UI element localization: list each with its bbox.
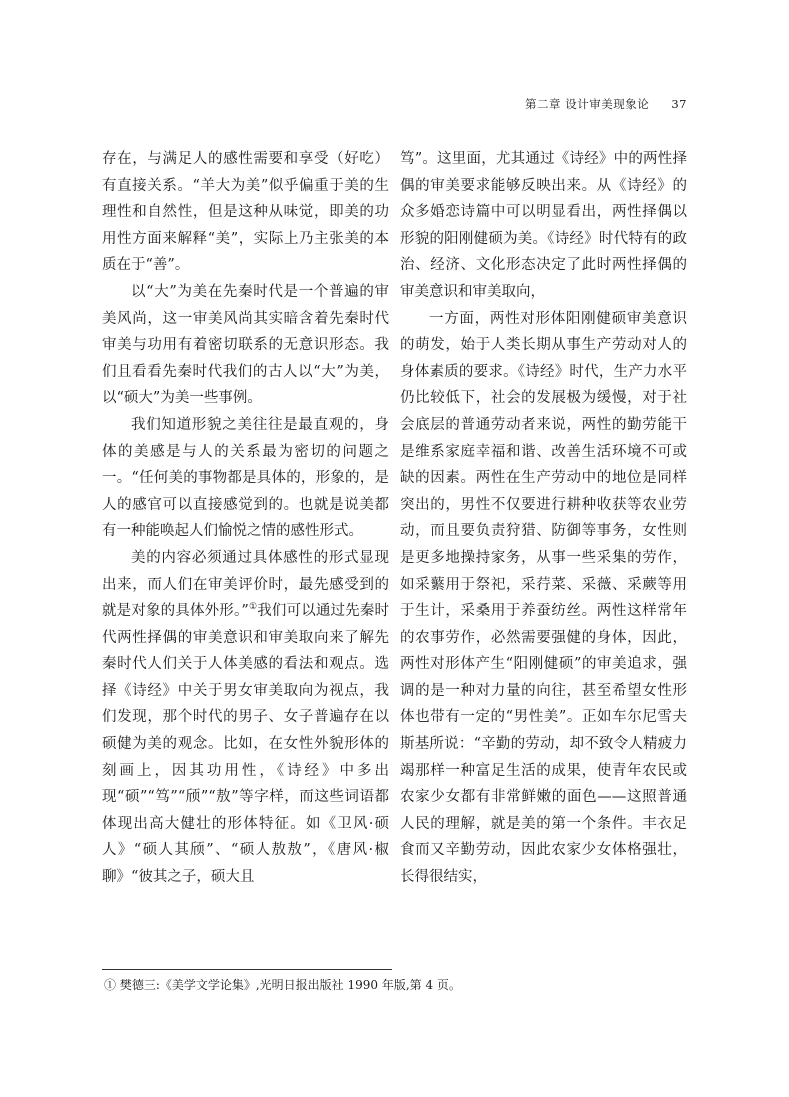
chapter-title: 第二章 设计审美现象论 [525,97,650,111]
right-column [400,146,687,891]
footnote-divider [102,969,392,970]
footnote-reference[interactable]: ① [248,602,258,613]
paragraph: 我们知道形貌之美往往是最直观的，身体的美感是与人的关系最为密切的问题之一。“任何美的事物都是具体的，形象的，是人的感官可以直接感觉到的。也就是说美都有一种能唤起人们愉悦之情的感性形式。 [102,416,389,540]
footnote: ① 樊德三:《美学文学论集》,光明日报出版社 1990 年版,第 4 页。 [104,978,461,992]
paragraph: 存在，与满足人的感性需要和享受（好吃）有直接关系。“羊大为美”似乎偏重于美的生理性和自然性，但是这种从味觉，即美的功用性方面来解释“美”，实际上乃主张美的本质在于“善”。 [102,151,389,274]
paragraph: 以“大”为美在先秦时代是一个普遍的审美风尚，这一审美风尚其实暗含着先秦时代审美与功用有着密切联系的无意识形态。我们且看看先秦时代我们的古人以“大”为美，以“硕大”为美一些事例。 [102,283,389,407]
paragraph [102,545,389,891]
paragraph: 一方面，两性对形体阳刚健硕审美意识的萌发，始于人类长期从事生产劳动对人的身体素质的要求。《诗经》时代，生产力水平仍比较低下，社会的发展极为缓慢，对于社会底层的普通劳动者来说，两性的勤劳能干是维系家庭幸福和谐、改善生活环境不可或缺的因素。两性在生产劳动中的地位是同样突出的，男性不仅要进行耕种收获等农业劳动，而且要负责狩猎、防御等事务，女性则是更多地操持家务，从事一些采集的劳作，如采蘩用于祭祀，采荇菜、采薇、采蕨等用于生计，采桑用于养蚕纺丝。两性这样常年的农事劳作，必然需要强健的身体，因此，两性对形体产生“阳刚健硕”的审美追求，强调的是一种对力量的向往，甚至希望女性形体也带有一定的“男性美”。正如车尔尼雪夫斯基所说：“辛勤的劳动，却不致令人精疲力竭那样一种富足生活的成果，使青年农民或农家少女都有非常鲜嫩的面色——这照普通人民的理解，就是美的第一个条件。丰衣足食而又辛勤劳动，因此农家少女体格强壮，长得很结实， [400,310,687,886]
running-header [104,96,687,112]
paragraph: 笃”。这里面，尤其通过《诗经》中的两性择偶的审美要求能够反映出来。从《诗经》的众多婚恋诗篇中可以明显看出，两性择偶以形貌的阳刚健硕为美。《诗经》时代特有的政治、经济、文化形态决定了此时两性择偶的审美意识和审美取向， [400,151,687,300]
page-number: 37 [671,97,687,111]
paragraph-text: 美的内容必须通过具体感性的形式显现出来，而人们在审美评价时，最先感受到的就是对象的具体外形。” [102,549,389,620]
paragraph-text: 我们可以通过先秦时代两性择偶的审美意识和审美取向来了解先秦时代人们关于人体美感的看法和观点。选择《诗经》中关于男女审美取向为视点，我们发现，那个时代的男子、女子普遍存在以硕健为美的观念。比如，在女性外貌形体的刻画上，因其功用性，《诗经》中多出现“硕”“笃”“颀”“敖”等字样，而这些词语都体现出高大健壮的形体特征。如《卫风·硕人》“硕人其颀”、“硕人敖敖”，《唐风·椒聊》“彼其之子，硕大且 [102,603,390,886]
left-column [102,146,389,891]
